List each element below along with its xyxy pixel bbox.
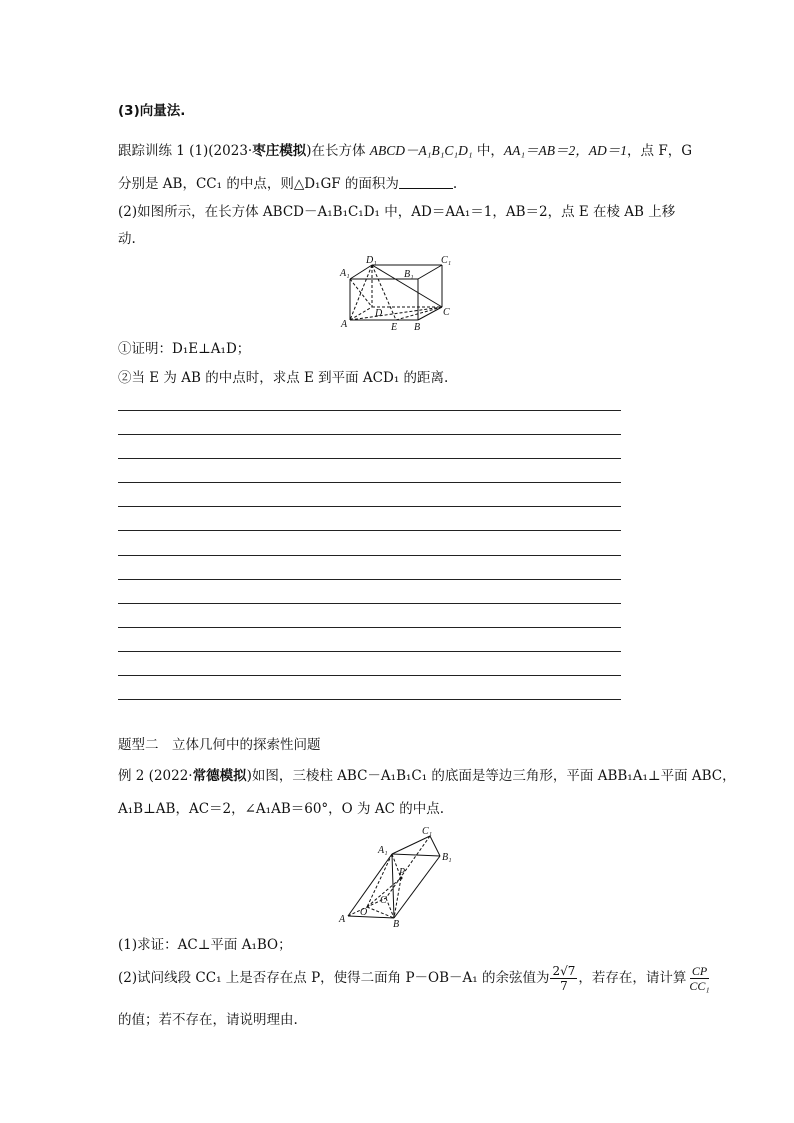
training-condition: AA₁＝AB＝2，AD＝1	[503, 143, 628, 158]
answer-line[interactable]	[118, 603, 621, 604]
prism-figure	[336, 823, 462, 929]
example2-line1	[118, 766, 736, 786]
training-prefix: 跟踪训练 1 (1)(2023·	[118, 143, 253, 159]
label-C1: C₁	[441, 255, 452, 266]
training-text-a: )在长方体	[306, 143, 370, 159]
example2-prefix: 例 2 (2022·	[118, 768, 193, 784]
fraction-cosine	[550, 964, 577, 993]
training-text-b: 中，	[472, 143, 504, 159]
example2-line2: A₁B⊥AB，AC＝2，∠A₁AB＝60°，O 为 AC 的中点.	[118, 801, 444, 817]
fraction-ratio-denominator: CC₁	[689, 979, 710, 993]
label-A1: A₁	[378, 845, 388, 856]
section-title-type2: 题型二 立体几何中的探索性问题	[118, 737, 321, 753]
label-C: C	[380, 895, 387, 906]
training-line-1	[118, 141, 692, 161]
label-B1: B₁	[404, 269, 414, 280]
training-text-c: ，点 F，G	[627, 143, 692, 159]
training-line2-end: .	[452, 176, 458, 192]
answer-line[interactable]	[118, 530, 621, 531]
answer-line[interactable]	[118, 482, 621, 483]
example2-question-1: (1)求证：AC⊥平面 A₁BO；	[118, 937, 292, 953]
answer-line[interactable]	[118, 410, 621, 411]
answer-line[interactable]	[118, 651, 621, 652]
answer-line[interactable]	[118, 434, 621, 435]
training-line-2	[118, 174, 457, 194]
ex2-q2-text-b: ，若存在，请计算	[578, 970, 687, 986]
label-E: E	[391, 322, 398, 333]
training-part2-line2: 动.	[118, 231, 136, 247]
answer-line[interactable]	[118, 579, 621, 580]
training-solid: ABCD－A₁B₁C₁D₁	[369, 143, 473, 158]
answer-line[interactable]	[118, 675, 621, 676]
label-D: D	[375, 308, 383, 319]
label-A: A	[339, 914, 346, 925]
answer-line[interactable]	[118, 458, 621, 459]
example2-question-2	[118, 962, 713, 994]
section-heading: (3)向量法.	[118, 103, 186, 119]
question-2: ②当 E 为 AB 的中点时，求点 E 到平面 ACD₁ 的距离.	[118, 370, 449, 386]
label-A: A	[341, 319, 348, 330]
answer-blank[interactable]	[399, 175, 453, 189]
answer-line[interactable]	[118, 627, 621, 628]
training-line2-text: 分别是 AB，CC₁ 的中点，则△D₁GF 的面积为	[118, 176, 399, 192]
answer-line[interactable]	[118, 506, 621, 507]
label-O: O	[360, 907, 368, 918]
cuboid-figure	[338, 253, 458, 333]
fraction-ratio-numerator: CP	[691, 964, 708, 978]
label-C: C	[443, 307, 450, 318]
answer-line[interactable]	[118, 555, 621, 556]
answer-line[interactable]	[118, 699, 621, 700]
training-part2-line1: (2)如图所示，在长方体 ABCD－A₁B₁C₁D₁ 中，AD＝AA₁＝1，AB＝2，点 E 在棱 AB 上移	[118, 204, 676, 220]
ex2-q2-text-a: (2)试问线段 CC₁ 上是否存在点 P，使得二面角 P－OB－A₁ 的余弦值为	[118, 970, 550, 986]
example2-text: )如图，三棱柱 ABC－A₁B₁C₁ 的底面是等边三角形，平面 ABB₁A₁⊥平面 ABC，	[246, 768, 736, 784]
fraction-ratio	[687, 964, 711, 993]
fraction-cosine-denominator: 7	[560, 979, 568, 993]
label-B: B	[393, 919, 400, 929]
example2-source: 常德模拟	[192, 768, 247, 784]
question-1: ①证明：D₁E⊥A₁D；	[118, 341, 251, 357]
label-C1: C₁	[422, 826, 433, 837]
label-D1: D₁	[366, 255, 377, 266]
training-source: 枣庄模拟	[252, 143, 307, 159]
label-A1: A₁	[340, 268, 350, 279]
label-B: B	[414, 322, 421, 333]
example2-question-2-end: 的值；若不存在，请说明理由.	[118, 1012, 298, 1028]
fraction-cosine-numerator: 2√7	[552, 964, 576, 978]
label-B1: B₁	[442, 852, 452, 863]
label-P: P	[399, 867, 406, 878]
